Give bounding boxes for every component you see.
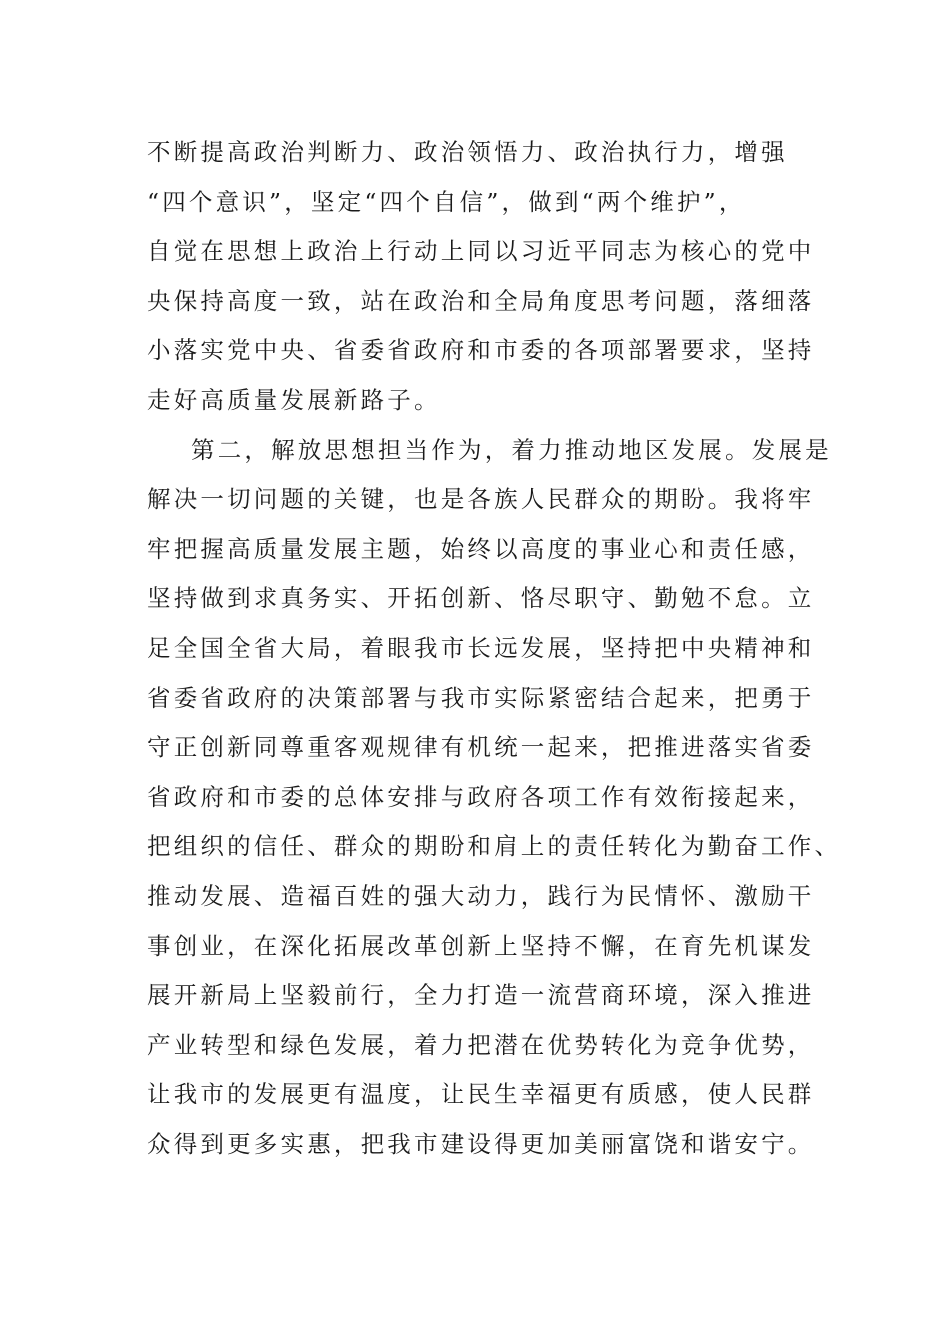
text-line: 解决一切问题的关键，也是各族人民群众的期盼。我将牢 — [147, 485, 815, 514]
text-line: 展开新局上坚毅前行，全力打造一流营商环境，深入推进 — [147, 981, 815, 1010]
text-line: 足全国全省大局，着眼我市长远发展，坚持把中央精神和 — [147, 633, 815, 662]
text-line: 省委省政府的决策部署与我市实际紧密结合起来，把勇于 — [147, 683, 815, 712]
text-line: 产业转型和绿色发展，着力把潜在优势转化为竞争优势， — [147, 1030, 815, 1059]
body-text — [147, 128, 842, 1169]
text-line: 牢把握高质量发展主题，始终以高度的事业心和责任感， — [147, 534, 815, 563]
text-line: 让我市的发展更有温度，让民生幸福更有质感，使人民群 — [147, 1080, 815, 1109]
paragraph-start-line: 第二，解放思想担当作为，着力推动地区发展。发展是 — [191, 435, 832, 464]
text-line: 走好高质量发展新路子。 — [147, 385, 441, 414]
text-line: 守正创新同尊重客观规律有机统一起来，把推进落实省委 — [147, 733, 815, 762]
text-line: 推动发展、造福百姓的强大动力，践行为民情怀、激励干 — [147, 881, 815, 910]
text-line: 央保持高度一致，站在政治和全局角度思考问题，落细落 — [147, 286, 815, 315]
text-line: 省政府和市委的总体安排与政府各项工作有效衔接起来， — [147, 782, 815, 811]
text-line: “四个意识”，坚定“四个自信”，做到“两个维护”， — [147, 187, 746, 216]
text-line: 事创业，在深化拓展改革创新上坚持不懈，在育先机谋发 — [147, 931, 815, 960]
text-line: 把组织的信任、群众的期盼和肩上的责任转化为勤奋工作、 — [147, 832, 842, 861]
text-line: 小落实党中央、省委省政府和市委的各项部署要求，坚持 — [147, 336, 815, 365]
text-line: 坚持做到求真务实、开拓创新、恪尽职守、勤勉不怠。立 — [147, 584, 815, 613]
text-line: 不断提高政治判断力、政治领悟力、政治执行力，增强 — [147, 138, 788, 166]
text-line: 众得到更多实惠，把我市建设得更加美丽富饶和谐安宁。 — [147, 1129, 815, 1158]
text-line: 自觉在思想上政治上行动上同以习近平同志为核心的党中 — [147, 237, 815, 266]
